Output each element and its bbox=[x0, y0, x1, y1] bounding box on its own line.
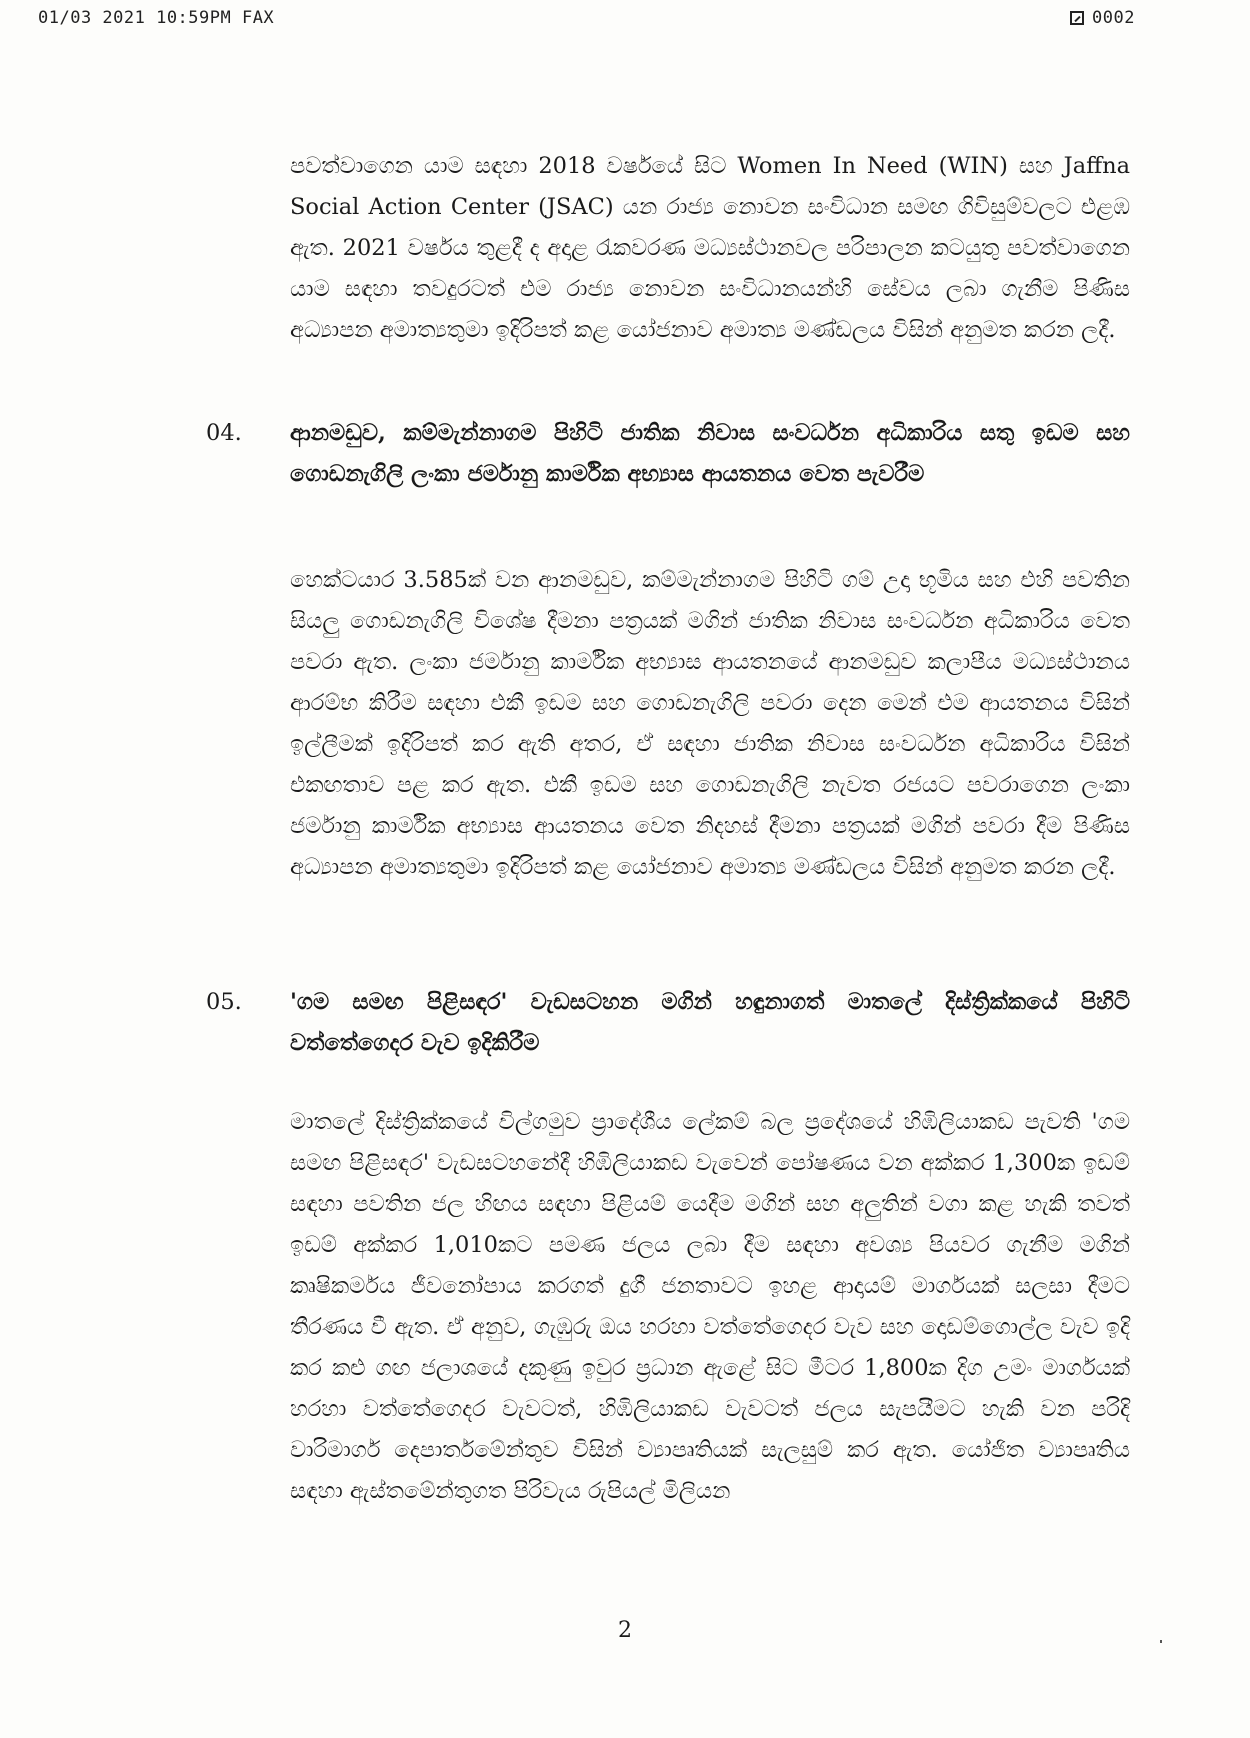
section-number-04: 04. bbox=[206, 420, 242, 446]
section-heading-04: ආනමඩුව, කම්මැන්නාගම පිහිටි ජාතික නිවාස සංවර්ධන අධිකාරිය සතු ඉඩම සහ ගොඩනැගිලි ලංකා ජර්මානු කාර්මික අභ්‍යාස ආයතනය වෙත පැවරීම bbox=[290, 420, 1130, 487]
fax-page-code-text: 0002 bbox=[1092, 8, 1135, 28]
checkbox-mark-icon bbox=[1070, 11, 1084, 25]
section-number-05: 05. bbox=[206, 989, 242, 1015]
continuation-paragraph: පවත්වාගෙන යාම සඳහා 2018 වර්ෂයේ සිට Women In Need (WIN) සහ Jaffna Social Action Center (JSAC) යන රාජ්‍ය නොවන සංවිධාන සමඟ ගිවිසුම්වලට එළඹ ඇත. 2021 වර්ෂය තුළදී ද අදාළ රැකවරණ මධ්‍යස්ථානවල පරිපාලන කටයුතු පවත්වාගෙන යාම සඳහා තවදුරටත් එම රාජ්‍ය නොවන සංවිධානයන්හි සේවය ලබා ගැනීම පිණිස අධ්‍යාපන අමාත්‍යතුමා ඉදිරිපත් කළ යෝජනාව අමාත්‍ය මණ්ඩලය විසින් අනුමත කරන ලදී. bbox=[290, 153, 1130, 343]
fax-timestamp: 01/03 2021 10:59PM FAX bbox=[38, 8, 275, 28]
page-number: 2 bbox=[618, 1618, 632, 1643]
scan-speck bbox=[1160, 1640, 1162, 1643]
fax-page-code bbox=[1070, 8, 1135, 28]
section-heading-05: 'ගම සමඟ පිළිසඳර' වැඩසටහන මගින් හඳුනාගත් මාතලේ දිස්ත්‍රික්කයේ පිහිටි වත්තේගෙදර වැව ඉදිකිරීම bbox=[290, 989, 1130, 1056]
fax-header bbox=[38, 8, 1190, 34]
section-body-04: හෙක්ටයාර 3.585ක් වන ආනමඩුව, කම්මැන්නාගම පිහිටි ගම් උදා භූමිය සහ එහි පවතින සියලු ගොඩනැගිලි විශේෂ දීමනා පත්‍රයක් මගින් ජාතික නිවාස සංවර්ධන අධිකාරිය වෙත පවරා ඇත. ලංකා ජර්මානු කාර්මික අභ්‍යාස ආයතනයේ ආනමඩුව කලාපීය මධ්‍යස්ථානය ආරම්භ කිරීම සඳහා එකී ඉඩම සහ ගොඩනැගිලි පවරා දෙන මෙන් එම ආයතනය විසින් ඉල්ලීමක් ඉදිරිපත් කර ඇති අතර, ඒ සඳහා ජාතික නිවාස සංවර්ධන අධිකාරිය විසින් එකඟතාව පළ කර ඇත. එකී ඉඩම සහ ගොඩනැගිලි නැවත රජයට පවරාගෙන ලංකා ජර්මානු කාර්මික අභ්‍යාස ආයතනය වෙත නිදහස් දීමනා පත්‍රයක් මගින් පවරා දීම පිණිස අධ්‍යාපන අමාත්‍යතුමා ඉදිරිපත් කළ යෝජනාව අමාත්‍ය මණ්ඩලය විසින් අනුමත කරන ලදී. bbox=[290, 567, 1130, 880]
section-body-05: මාතලේ දිස්ත්‍රික්කයේ විල්ගමුව ප්‍රාදේශීය ලේකම් බල ප්‍රදේශයේ හිඹිලියාකඩ පැවති 'ගම සමඟ පිළිසඳර' වැඩසටහනේදී හිඹිලියාකඩ වැවෙන් පෝෂණය වන අක්කර 1,300ක ඉඩම් සඳහා පවතින ජල හිඟය සඳහා පිළියම් යෙදීම මගින් සහ අලුතින් වගා කළ හැකි තවත් ඉඩම් අක්කර 1,010කට පමණ ජලය ලබා දීම සඳහා අවශ්‍ය පියවර ගැනීම මගින් කෘෂිකර්මය ජීවනෝපාය කරගත් දුගී ජනතාවට ඉහළ ආදායම් මාර්ගයක් සලසා දීමට තීරණය වී ඇත. ඒ අනුව, ගැඹුරු ඔය හරහා වත්තේගෙදර වැව සහ දොඩම්ගොල්ල වැව ඉදි කර කළු ගඟ ජලාශයේ දකුණු ඉවුර ප්‍රධාන ඇළේ සිට මීටර 1,800ක දිග උමං මාර්ගයක් හරහා වත්තේගෙදර වැවටත්, හිඹිලියාකඩ වැවටත් ජලය සැපයීමට හැකි වන පරිදි වාරිමාර්ග දෙපාර්තමේන්තුව විසින් ව්‍යාපෘතියක් සැලසුම් කර ඇත. යෝජිත ව්‍යාපෘතිය සඳහා ඇස්තමේන්තුගත පිරිවැය රුපියල් මිලියන bbox=[290, 1109, 1130, 1504]
